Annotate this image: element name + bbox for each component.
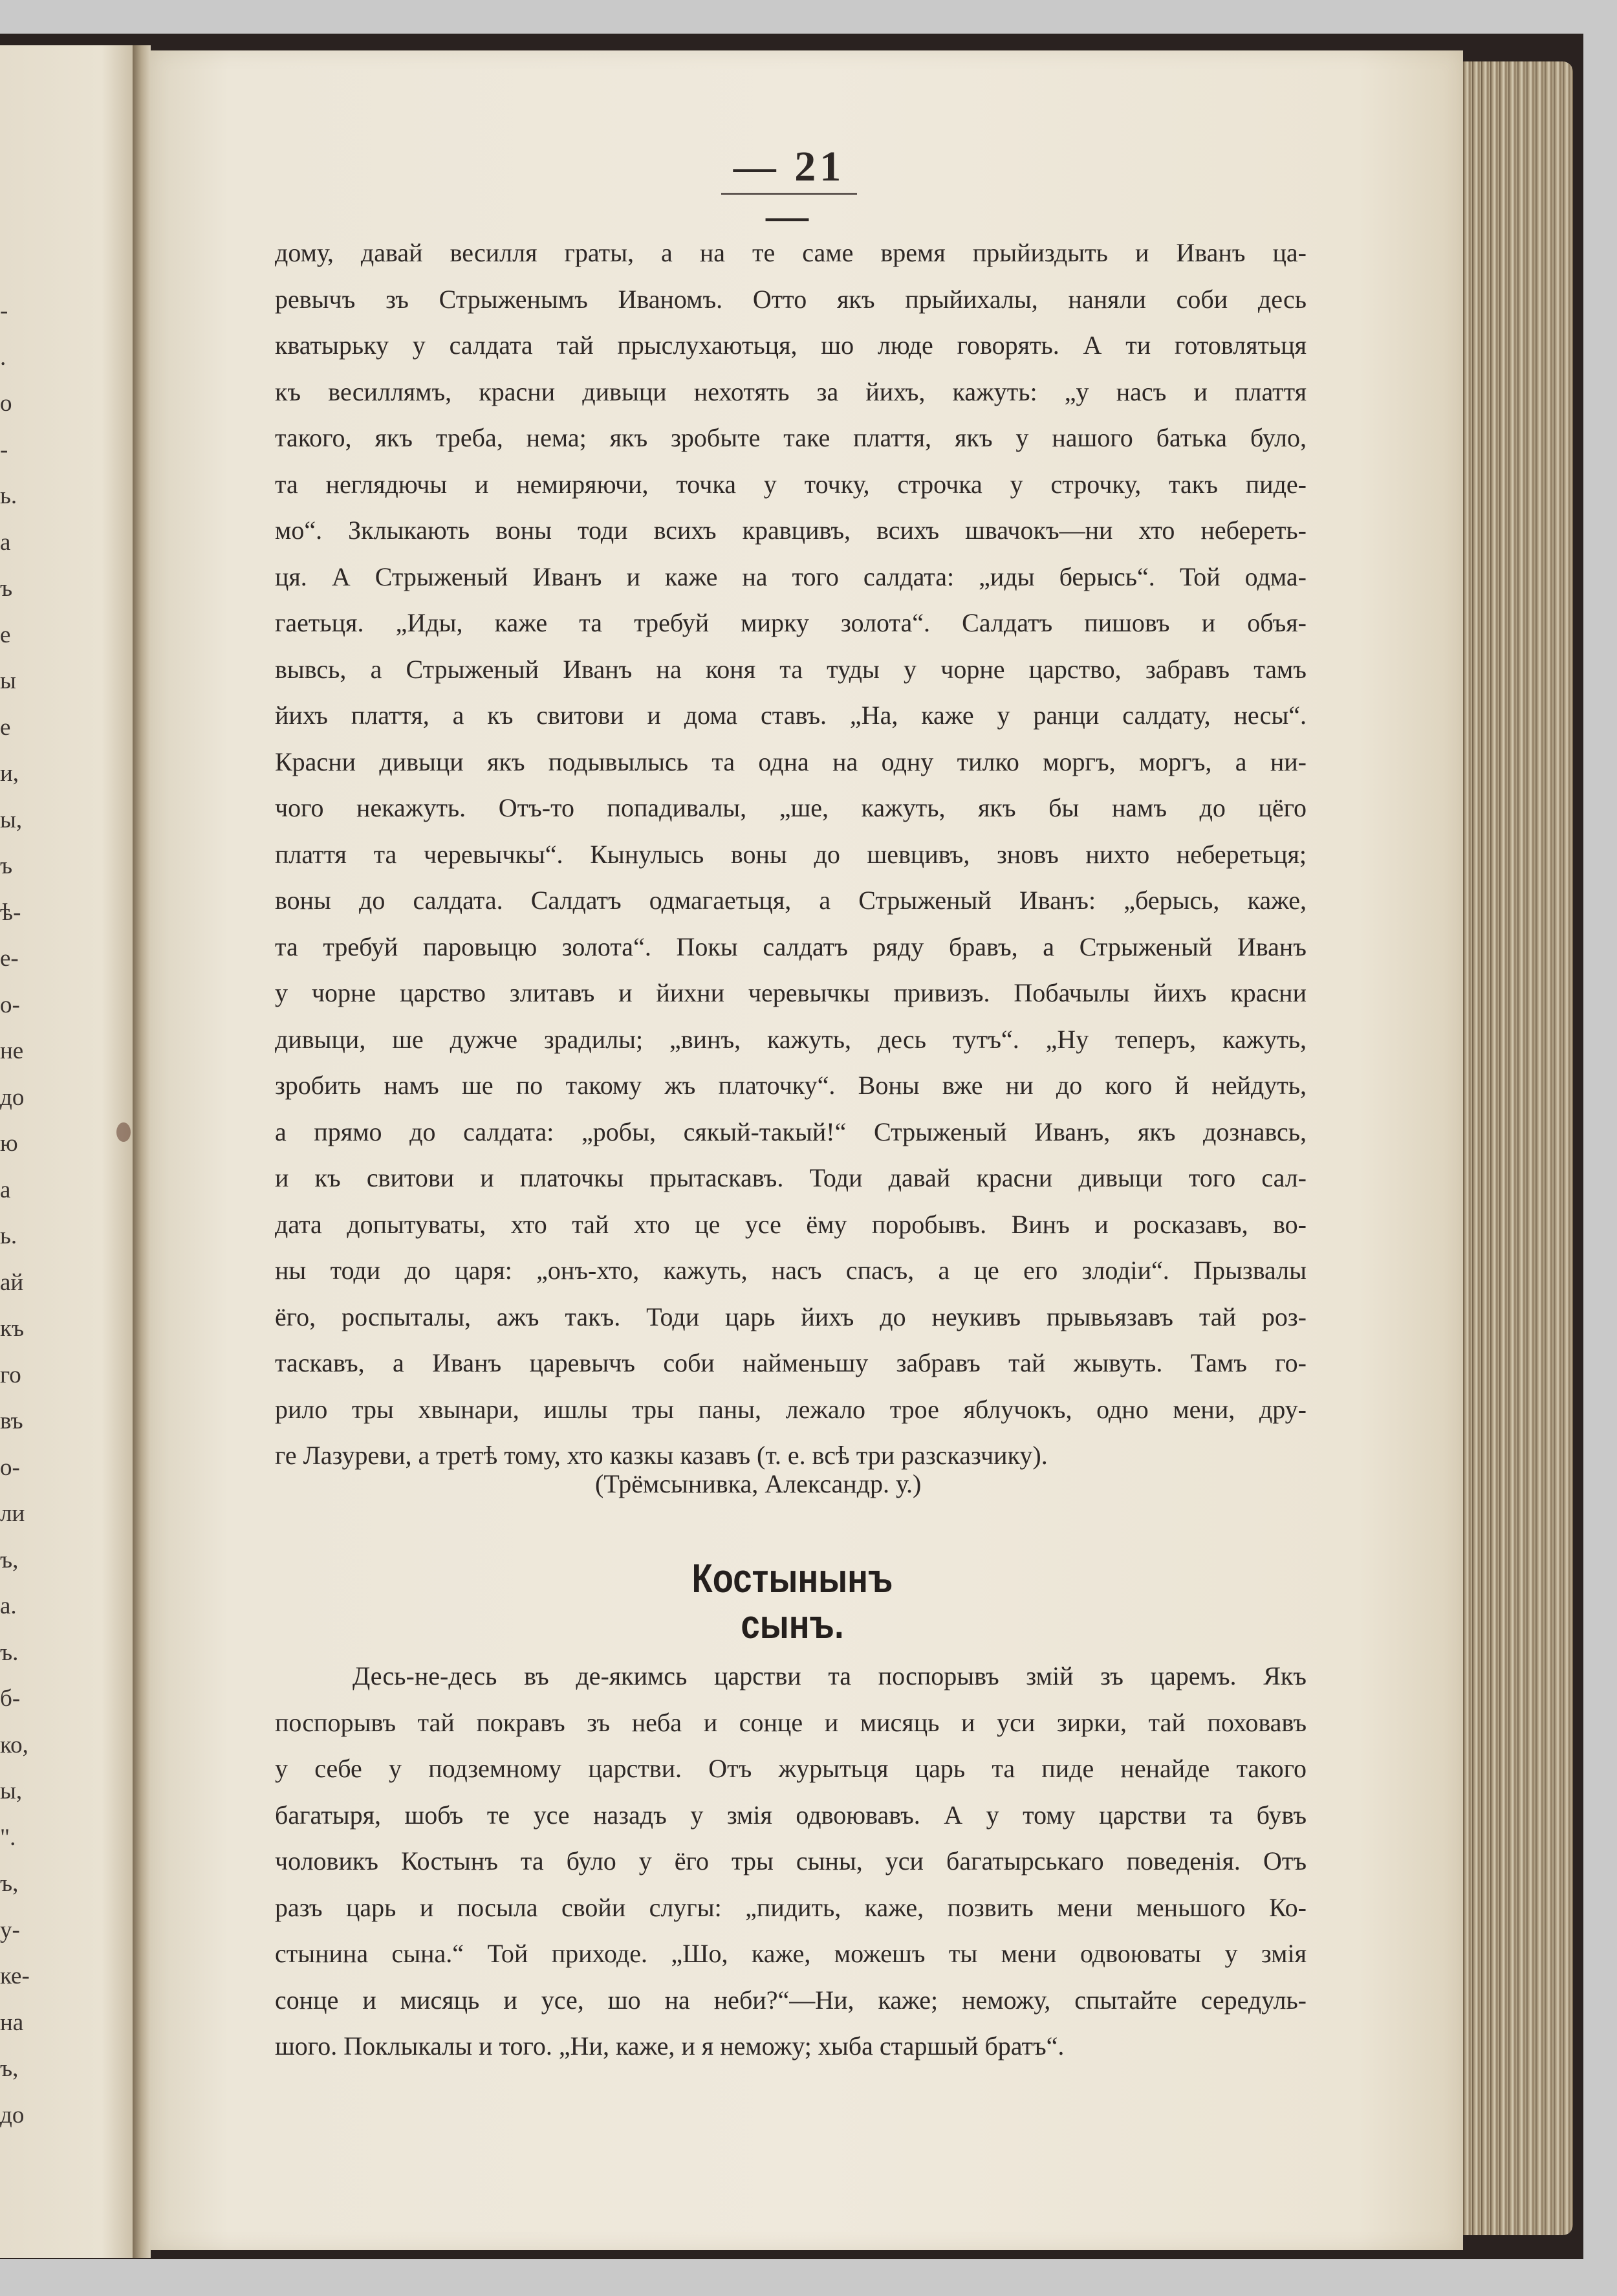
text-line: шого. Поклыкалы и того. „Ни, каже, и я неможу; хыба старшый братъ“. (275, 2031, 1065, 2061)
left-page-fragment: о- (0, 991, 20, 1018)
left-page-fragment: ". (0, 1824, 16, 1851)
book-spine (133, 45, 151, 2258)
text-line: рило тры хвынари, ишлы тры паны, лежало трое яблучокъ, одно мени, дру- (275, 1394, 1307, 1424)
text-line: ревычъ зъ Стрыженымъ Иваномъ. Отто якъ прыйихалы, наняли соби десь (275, 284, 1307, 314)
left-page-fragment: ко, (0, 1731, 28, 1758)
text-line: стынина сына.“ Той приходе. „Шо, каже, можешъ ты мени одвоюваты у змiя (275, 1939, 1307, 1968)
source-signature: (Трёмсынивка, Александр. у.) (595, 1469, 922, 1498)
left-page-fragment: ъ, (0, 2055, 19, 2082)
left-page-fragment: на (0, 2009, 24, 2036)
left-page-fragment: до (0, 2101, 25, 2128)
left-page-fragment: ь. (0, 483, 17, 509)
left-page-fragment: а (0, 1176, 11, 1203)
text-line: чого некажуть. Отъ-то попадивалы, „ше, кажуть, якъ бы намъ до цёго (275, 793, 1307, 822)
left-page-fragment: ъ (0, 853, 13, 879)
text-line: ёго, роспыталы, ажъ такъ. Тоди царь йихъ до неукивъ прывьязавъ тай роз- (275, 1302, 1307, 1331)
left-page-fragment: ли (0, 1500, 25, 1527)
page-edges (1463, 61, 1573, 2235)
text-line: йихъ плаття, а къ свитови и дома ставъ. „На, каже у ранци салдату, несы“. (275, 701, 1307, 730)
text-line: Красни дивыци якъ подывылысь та одна на одну тилко моргъ, моргъ, а ни- (275, 747, 1307, 776)
text-line: багатыря, шобъ те усе назадъ у змiя одвоювавъ. А у тому царстви та бувъ (275, 1800, 1307, 1830)
text-line: кватырьку у салдата тай прыслухаютьця, шо люде говорять. А ти готовлятьця (275, 331, 1307, 360)
left-page-fragment: ке- (0, 1963, 30, 1989)
left-page-fragment: а (0, 529, 11, 556)
left-page-fragment: ы, (0, 1778, 23, 1804)
left-page-fragment: не (0, 1038, 24, 1064)
left-page-fragment: ѣ- (0, 899, 21, 926)
text-line: къ весиллямъ, красни дивыци нехотять за йихъ, кажуть: „у насъ и плаття (275, 377, 1307, 406)
text-line: та требуй паровыцю золота“. Покы салдатъ ряду бравъ, а Стрыженый Иванъ (275, 932, 1307, 961)
text-line: та неглядючы и немиряючи, точка у точку, строчка у строчку, такъ пиде- (275, 469, 1307, 499)
text-line: вывсь, а Стрыженый Иванъ на коня та туды у чорне царство, забравъ тамъ (275, 654, 1307, 684)
text-line: гаетьця. „Иды, каже та требуй мирку золота“. Салдатъ пишовъ и объя- (275, 608, 1307, 637)
text-line: мо“. Зклыкають воны тоди всихъ кравцивъ, всихъ швачокъ—ни хто небереть- (275, 516, 1307, 545)
text-line: Десь-не-десь въ де-якимсь царстви та поспорывъ змiй зъ царемъ. Якъ (353, 1661, 1307, 1690)
paragraph-2 (275, 1653, 1307, 2070)
paragraph-1 (275, 230, 1307, 1479)
left-page-fragment: . (0, 344, 6, 371)
text-line: дивыци, ше дужче зрадилы; „винъ, кажуть, десь тутъ“. „Ну теперъ, кажуть, (275, 1024, 1307, 1054)
text-line: таскавъ, а Иванъ царевычъ соби найменьшу забравъ тай жывуть. Тамъ го- (275, 1348, 1307, 1377)
text-line: дому, давай весилля граты, а на те саме время прыйиздыть и Иванъ ца- (275, 238, 1307, 267)
text-line: ця. А Стрыженый Иванъ и каже на того салдата: „иды берысь“. Той одма- (275, 562, 1307, 591)
left-page-fragment: ъ. (0, 1639, 19, 1666)
left-page (0, 45, 146, 2258)
text-line: поспорывъ тай покравъ зъ неба и сонце и мисяць и уси зирки, тай поховавъ (275, 1707, 1307, 1737)
left-page-fragment: къ (0, 1315, 25, 1342)
left-page-fragment: до (0, 1084, 25, 1111)
left-page-fragment: у- (0, 1916, 20, 1943)
left-page-fragment: ю (0, 1130, 18, 1157)
left-page-fragment: е (0, 714, 11, 741)
page-stain (116, 1122, 131, 1142)
left-page-fragment: ы, (0, 806, 23, 833)
left-page-fragment: го (0, 1361, 21, 1388)
left-page-fragment: - (0, 436, 8, 463)
left-page-fragment: б- (0, 1685, 21, 1712)
left-page-fragment: ъ, (0, 1546, 19, 1573)
text-line: зробить намъ ше по такому жъ платочку“. Воны вже ни до кого й нейдуть, (275, 1071, 1307, 1100)
left-page-text-fragments (0, 288, 30, 2138)
page-number: — 21 — (733, 143, 845, 239)
text-line: такого, якъ треба, нема; якъ зробыте таке плаття, якъ у нашого батька було, (275, 423, 1307, 452)
left-page-fragment: е (0, 621, 11, 648)
left-page-fragment: ъ, (0, 1870, 19, 1897)
text-line: дата допытуваты, хто тай хто це усе ёму поробывъ. Винъ и росказавъ, во- (275, 1209, 1307, 1239)
story-title: Костынынъ сынъ. (691, 1557, 893, 1647)
left-page-fragment: а. (0, 1593, 17, 1619)
text-line: и къ свитови и платочкы прытаскавъ. Тоди давай красни дивыци того сал- (275, 1163, 1307, 1192)
text-line: плаття та черевычкы“. Кынулысь воны до шевцивъ, зновъ нихто неберетьця; (275, 839, 1307, 869)
text-line: у чорне царство злитавъ и йихни черевычкы привизъ. Побачылы йихъ красни (275, 978, 1307, 1007)
text-line: у себе у подземному царстви. Отъ журытьця царь та пиде ненайде такого (275, 1754, 1307, 1783)
text-line: ны тоди до царя: „онъ-хто, кажуть, насъ спасъ, а це его злодiи“. Прызвалы (275, 1256, 1307, 1285)
text-line: ге Лазуреви, а третѣ тому, хто казкы казавъ (т. е. всѣ три разсказчику). (275, 1441, 1048, 1470)
page-number-ornament (721, 193, 857, 199)
left-page-fragment: ай (0, 1269, 24, 1296)
left-page-fragment: - (0, 298, 8, 324)
text-line: разъ царь и посыла свойи слугы: „пидить, каже, позвить мени меньшого Ко- (275, 1892, 1307, 1922)
text-line: сонце и мисяць и усе, шо на неби?“—Ни, каже; неможу, спытайте середуль- (275, 1985, 1307, 2015)
left-page-fragment: въ (0, 1408, 23, 1434)
text-line: а прямо до салдата: „робы, сякый-такый!“ Стрыженый Иванъ, якъ дознавсь, (275, 1117, 1307, 1146)
left-page-fragment: ъ (0, 575, 13, 602)
left-page-fragment: и, (0, 760, 19, 787)
left-page-fragment: ы (0, 668, 16, 694)
text-line: чоловикъ Костынъ та було у ёго тры сыны, уси багатырськаго поведенiя. Отъ (275, 1846, 1307, 1875)
left-page-fragment: ь. (0, 1223, 17, 1249)
left-page-fragment: е- (0, 945, 19, 972)
left-page-fragment: о- (0, 1454, 20, 1481)
left-page-fragment: о (0, 390, 12, 417)
text-line: воны до салдата. Салдатъ одмагаетьця, а Стрыженый Иванъ: „берысь, каже, (275, 886, 1307, 915)
